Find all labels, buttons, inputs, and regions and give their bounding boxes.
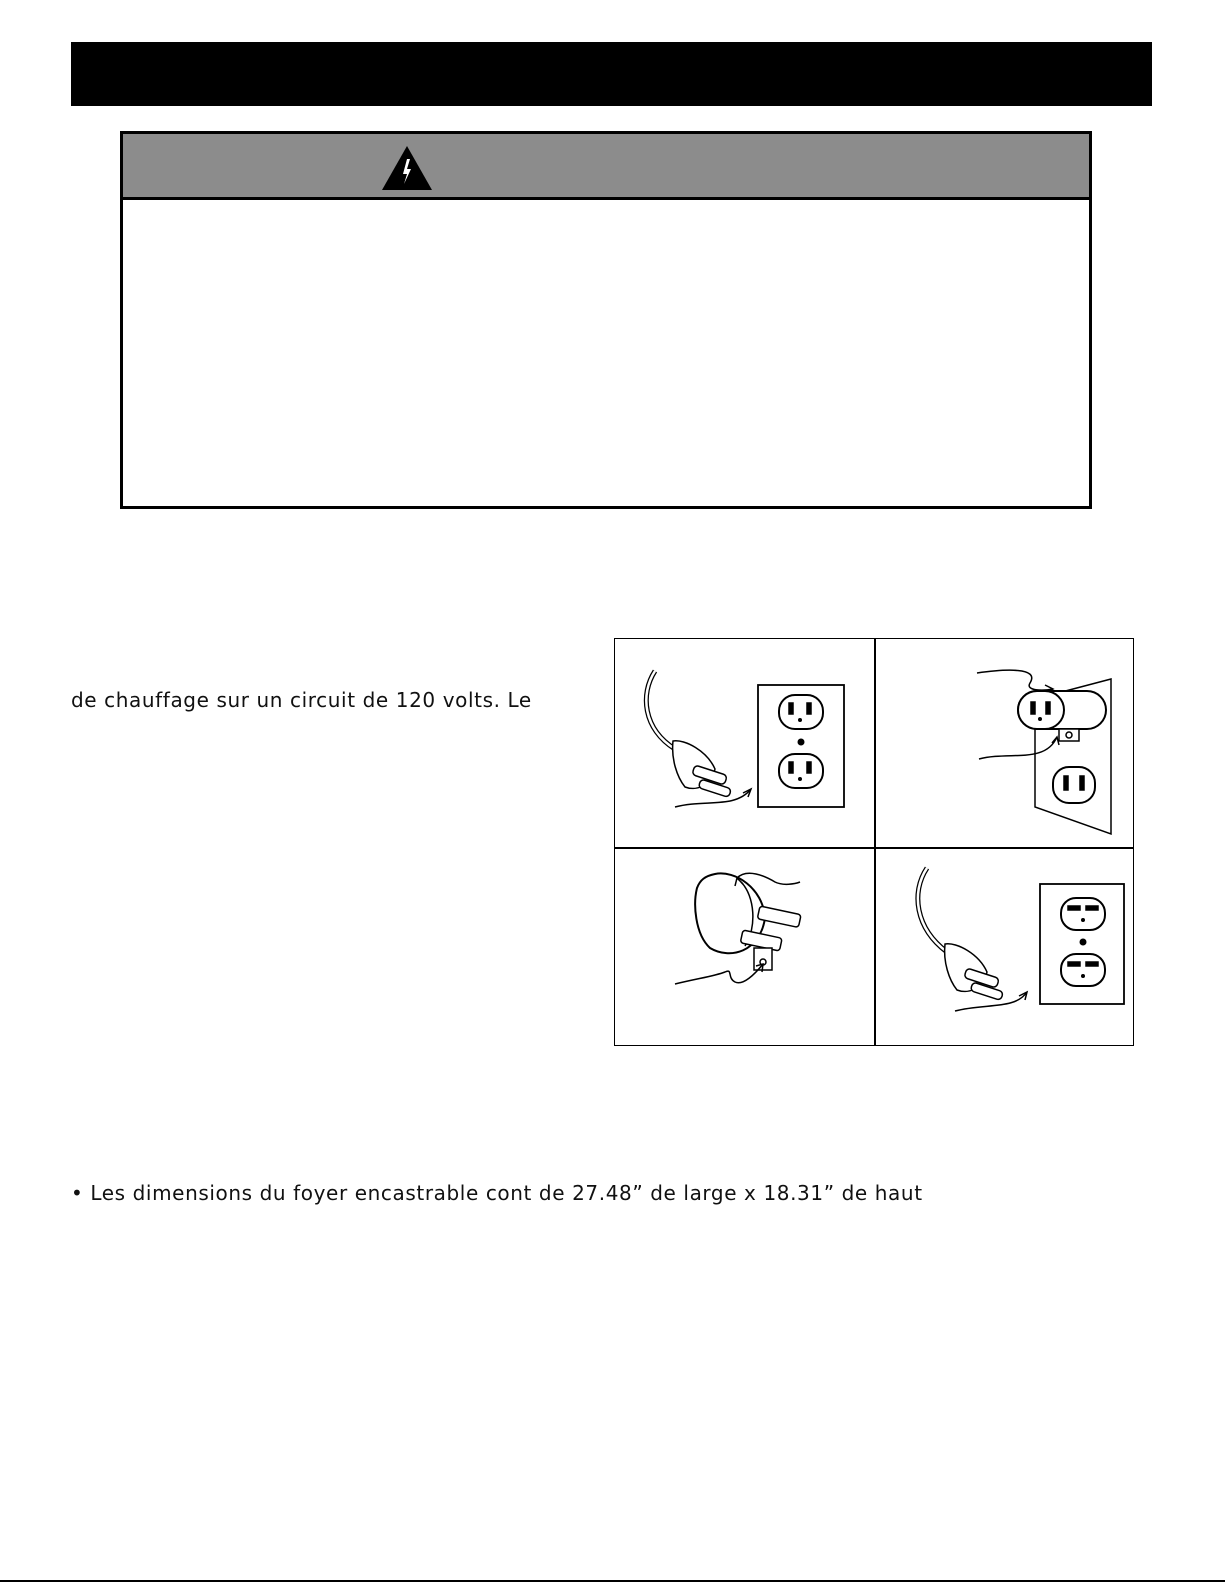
electric-shock-warning-icon xyxy=(380,144,434,192)
figure-panel-b xyxy=(875,639,1134,847)
figure-panel-c xyxy=(615,848,874,1046)
section-header-bar xyxy=(71,42,1152,106)
plug-and-outlet-icon xyxy=(615,639,874,847)
figure-panel-a xyxy=(615,639,874,847)
outlet-figure-grid xyxy=(614,638,1134,1046)
plug-and-outlet-icon xyxy=(875,848,1134,1046)
grounding-adapter-icon xyxy=(615,848,874,1046)
dimensions-bullet: • Les dimensions du foyer encastrable cont de 27.48” de large x 18.31” de haut xyxy=(71,1181,923,1205)
warning-box xyxy=(120,131,1092,509)
footer-rule xyxy=(0,1580,1225,1582)
adapter-on-outlet-icon xyxy=(875,639,1134,847)
figure-panel-d xyxy=(875,848,1134,1046)
body-paragraph-line: de chauffage sur un circuit de 120 volts. Le xyxy=(71,688,532,712)
warning-header xyxy=(123,134,1089,200)
